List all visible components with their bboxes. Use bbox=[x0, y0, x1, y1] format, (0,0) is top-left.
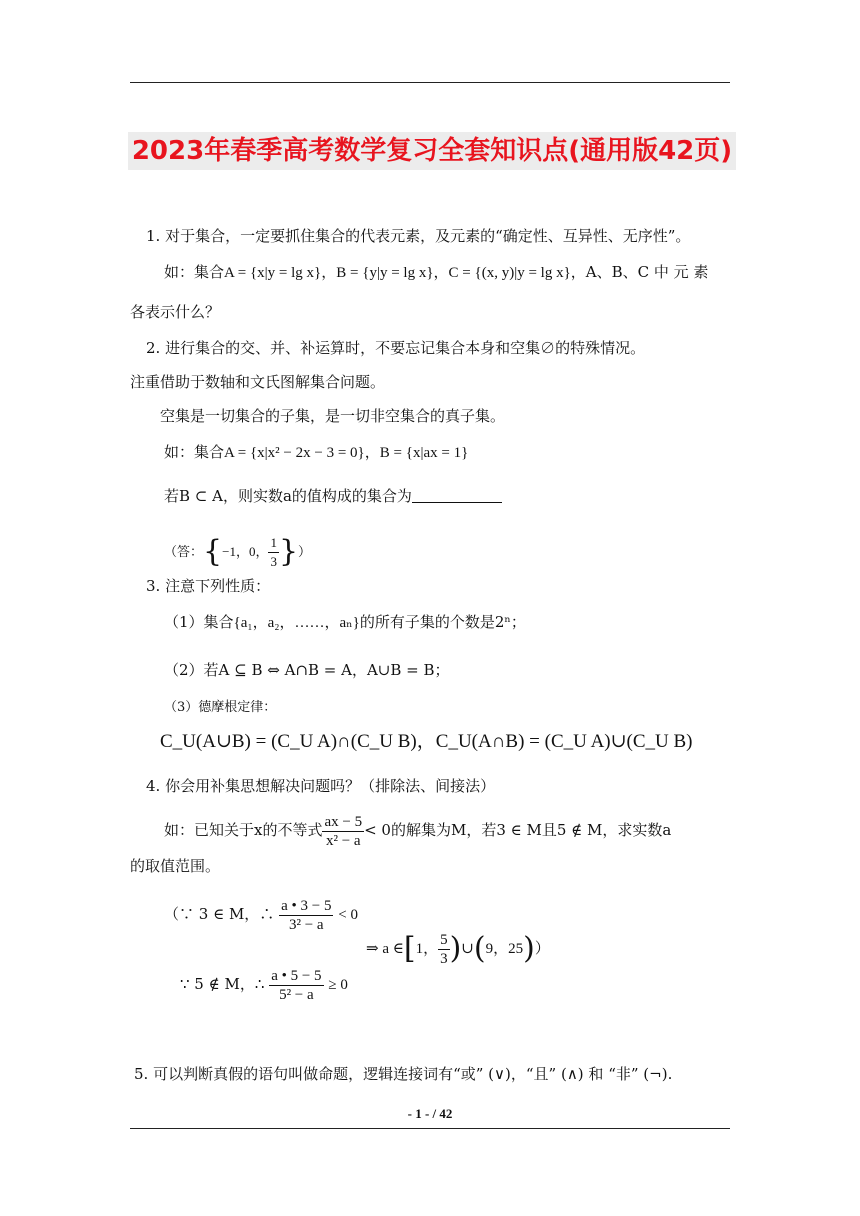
paragraph-1: 1. 对于集合，一定要抓住集合的代表元素，及元素的“确定性、互异性、无序性”。 bbox=[146, 227, 691, 245]
example-1-tail: ，A、B、C 中 元 素 bbox=[570, 263, 709, 281]
example-4-prefix: 如：已知关于x的不等式 bbox=[164, 821, 323, 839]
result-numerator: 5 bbox=[440, 931, 448, 948]
example-1-continuation: 各表示什么？ bbox=[130, 303, 221, 321]
solution-1-fraction bbox=[279, 897, 333, 934]
set-a-formula: A = {x|y = lg x} bbox=[224, 265, 322, 281]
property-1-tail: 的所有子集的个数是2ⁿ； bbox=[359, 613, 526, 631]
solution-2-fraction bbox=[269, 967, 323, 1004]
answer-values: −1，0， bbox=[222, 544, 269, 559]
solution-1-relation: < 0 bbox=[338, 907, 358, 923]
property-1-set: {a₁，a₂，……，aₙ} bbox=[233, 615, 360, 631]
example-4-continuation: 的取值范围。 bbox=[130, 857, 221, 875]
solution-1-denominator: 3² − a bbox=[288, 916, 324, 933]
example-2-question bbox=[164, 486, 502, 506]
fraction-numerator: 1 bbox=[268, 534, 279, 553]
paragraph-2: 2. 进行集合的交、并、补运算时，不要忘记集合本身和空集∅的特殊情况。 bbox=[146, 339, 646, 357]
header-rule bbox=[130, 82, 730, 83]
de-morgan-laws: C_U(A∪B) = (C_U A)∩(C_U B)，C_U(A∩B) = (C_U A)∪(C_U B) bbox=[160, 731, 693, 752]
footer-rule bbox=[130, 1128, 730, 1129]
result-denominator: 3 bbox=[440, 950, 448, 967]
de-morgan-law-1: C_U(A∪B) = (C_U A)∩(C_U B) bbox=[160, 731, 417, 752]
de-morgan-law-2: C_U(A∩B) = (C_U A)∪(C_U B) bbox=[435, 731, 693, 752]
solution-2-relation: ≥ 0 bbox=[328, 977, 348, 993]
property-1-prefix: （1）集合 bbox=[164, 613, 234, 631]
question-text: 若B ⊂ A，则实数a的值构成的集合为 bbox=[164, 487, 412, 505]
set-c-formula: C = {(x, y)|y = lg x} bbox=[448, 265, 571, 281]
answer-fraction bbox=[268, 534, 279, 571]
result-prefix: ⇒ a ∈ bbox=[366, 941, 404, 957]
example-4-middle: < 0的解集为M，若3 ∈ M且5 ∉ M，求实数a bbox=[364, 821, 672, 839]
inequality-numerator: ax − 5 bbox=[324, 813, 363, 830]
set-b-formula: B = {y|y = lg x} bbox=[336, 265, 434, 281]
paragraph-3: 3. 注意下列性质： bbox=[146, 577, 271, 595]
solution-1-numerator: a • 3 − 5 bbox=[281, 897, 332, 914]
solution-result: ⇒ a ∈[1， $\frac{5}{3}$ )∪(9，25)） bbox=[366, 931, 550, 967]
document-title: 2023年春季高考数学复习全套知识点(通用版42页) bbox=[128, 132, 736, 170]
example-2: 如：集合A = {x|x² − 2x − 3 = 0}，B = {x|ax = 1} bbox=[164, 443, 469, 461]
property-1 bbox=[164, 612, 526, 633]
example-1: 如：集合A = {x|y = lg x}，B = {y|y = lg x}，C = {(x, y)|y = lg x}，A、B、C 中 元 素 bbox=[164, 263, 709, 281]
solution-1-prefix: （∵ 3 ∈ M，∴ bbox=[164, 905, 275, 923]
paragraph-2-note: 注重借助于数轴和文氏图解集合问题。 bbox=[130, 373, 386, 391]
result-suffix: ） bbox=[534, 939, 550, 957]
answer-suffix: ） bbox=[298, 545, 312, 560]
set-b-linear: B = {x|ax = 1} bbox=[379, 445, 469, 461]
inequality-denominator: x² − a bbox=[325, 832, 361, 849]
answer-prefix: （答： bbox=[164, 545, 204, 560]
solution-line-2 bbox=[180, 966, 348, 1004]
example-1-prefix: 如：集合 bbox=[164, 263, 225, 281]
page-number: - 1 - / 42 bbox=[407, 1106, 453, 1121]
inequality-fraction bbox=[322, 813, 364, 850]
paragraph-4: 4. 你会用补集思想解决问题吗？（排除法、间接法） bbox=[146, 777, 496, 795]
result-fraction bbox=[438, 931, 450, 968]
paragraph-2-empty-set: 空集是一切集合的子集，是一切非空集合的真子集。 bbox=[160, 407, 506, 425]
property-3: （3）德摩根定律： bbox=[164, 700, 277, 715]
example-4 bbox=[164, 812, 671, 850]
solution-line-1 bbox=[164, 896, 358, 934]
fraction-denominator: 3 bbox=[270, 554, 277, 569]
property-2: （2）若A ⊆ B ⇔ A∩B = A，A∪B = B； bbox=[164, 661, 450, 679]
solution-2-denominator: 5² − a bbox=[279, 986, 314, 1003]
solution-2-prefix: ∵ 5 ∉ M，∴ bbox=[180, 975, 265, 993]
example-2-answer: （答：{−1，0， $\frac{1}{3}$ }） bbox=[164, 534, 312, 569]
solution-2-numerator: a • 5 − 5 bbox=[271, 967, 322, 984]
answer-blank bbox=[412, 488, 502, 503]
example-2-prefix: 如：集合 bbox=[164, 443, 225, 461]
set-a-quadratic: A = {x|x² − 2x − 3 = 0} bbox=[224, 445, 365, 461]
paragraph-5: 5. 可以判断真假的语句叫做命题，逻辑连接词有“或” (∨)，“且” (∧) 和 “非” (¬). bbox=[134, 1065, 673, 1083]
